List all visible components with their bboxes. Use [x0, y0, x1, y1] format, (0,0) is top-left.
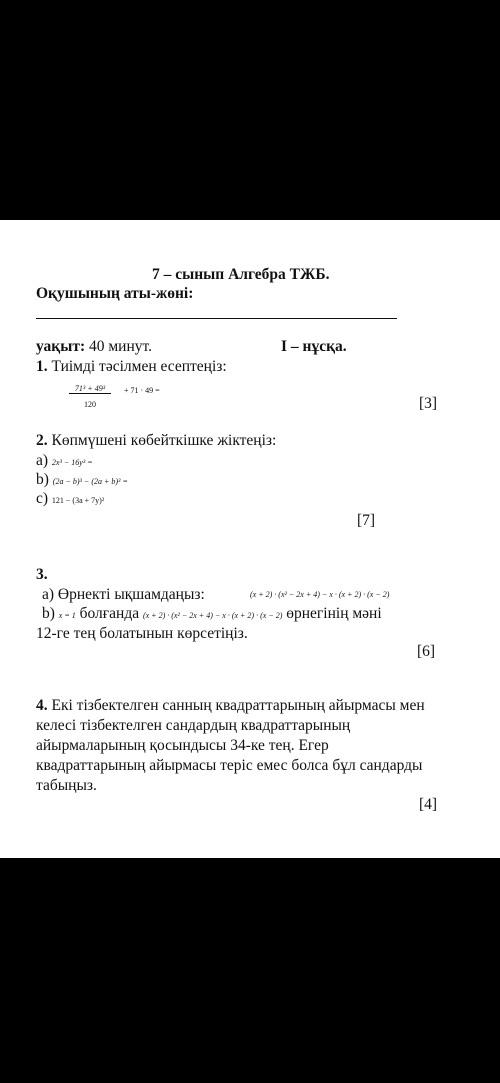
page-title: 7 – сынып Алгебра ТЖБ. [152, 266, 330, 283]
q2-item-a-expr: 2x³ − 16y³ = [51, 458, 93, 467]
q4-line-1-text: Екі тізбектелген санның квадраттарының айырмасы мен [51, 697, 425, 714]
q3-b-row [42, 605, 382, 623]
q2-score: [7] [357, 512, 376, 529]
q1-prompt [36, 358, 227, 376]
q3-b-line2: 12-ге тең болатынын көрсетіңіз. [36, 625, 248, 642]
q2-item-c [36, 490, 104, 508]
q2-text: Көпмүшені көбейткішке жіктеңіз: [51, 432, 277, 449]
q2-item-a [36, 452, 93, 470]
q3-number: 3. [36, 566, 48, 583]
q1-fraction [55, 378, 125, 409]
q1-score: [3] [419, 395, 438, 412]
time-value: 40 минут. [88, 338, 152, 355]
q2-item-b [36, 471, 128, 489]
q2-number: 2. [36, 432, 48, 449]
q3-b-mid: болғанда [79, 605, 140, 622]
q2-prompt [36, 432, 276, 450]
q1-text: Тиімді тәсілмен есептеңіз: [51, 358, 227, 375]
q3-a-label: a) Өрнекті ықшамдаңыз: [42, 586, 205, 603]
q2-item-c-label: c) [36, 490, 49, 507]
time-row [36, 338, 152, 356]
q1-tail: + 71 · 49 = [124, 386, 160, 395]
q4-line-5: табыңыз. [36, 777, 97, 794]
q4-line-1 [36, 697, 425, 715]
q3-b-cond: x = 1 [58, 611, 76, 620]
q4-number: 4. [36, 697, 48, 714]
q3-b-label: b) [42, 605, 55, 622]
student-name-label: Оқушының аты-жөні: [36, 285, 194, 302]
q3-b-tail: өрнегінің мәні [286, 605, 382, 622]
name-line [36, 318, 397, 319]
time-label: уақыт: [36, 338, 86, 355]
variant-label: І – нұсқа. [281, 338, 347, 355]
q4-line-3: айырмаларының қосындысы 34-ке тең. Егер [36, 737, 329, 754]
q4-score: [4] [419, 796, 438, 813]
q2-item-b-label: b) [36, 471, 49, 488]
q1-numerator: 71³ + 49³ [69, 384, 111, 394]
q3-score: [6] [417, 643, 436, 660]
q3-a-expr: (x + 2) · (x² − 2x + 4) − x · (x + 2) · (x − 2) [250, 590, 390, 599]
q2-item-b-expr: (2a − b)³ − (2a + b)³ = [52, 477, 128, 486]
q1-denominator: 120 [84, 400, 96, 409]
q1-number: 1. [36, 358, 48, 375]
q2-item-a-label: a) [36, 452, 49, 469]
q3-b-expr: (x + 2) · (x² − 2x + 4) − x · (x + 2) · (x − 2) [142, 611, 283, 620]
q4-line-4: квадраттарының айырмасы теріс емес болса бұл сандарды [36, 757, 423, 774]
q2-item-c-expr: 121 − (3a + 7y)² [51, 496, 105, 505]
q4-line-2: келесі тізбектелген сандардың квадраттарының [36, 717, 351, 734]
